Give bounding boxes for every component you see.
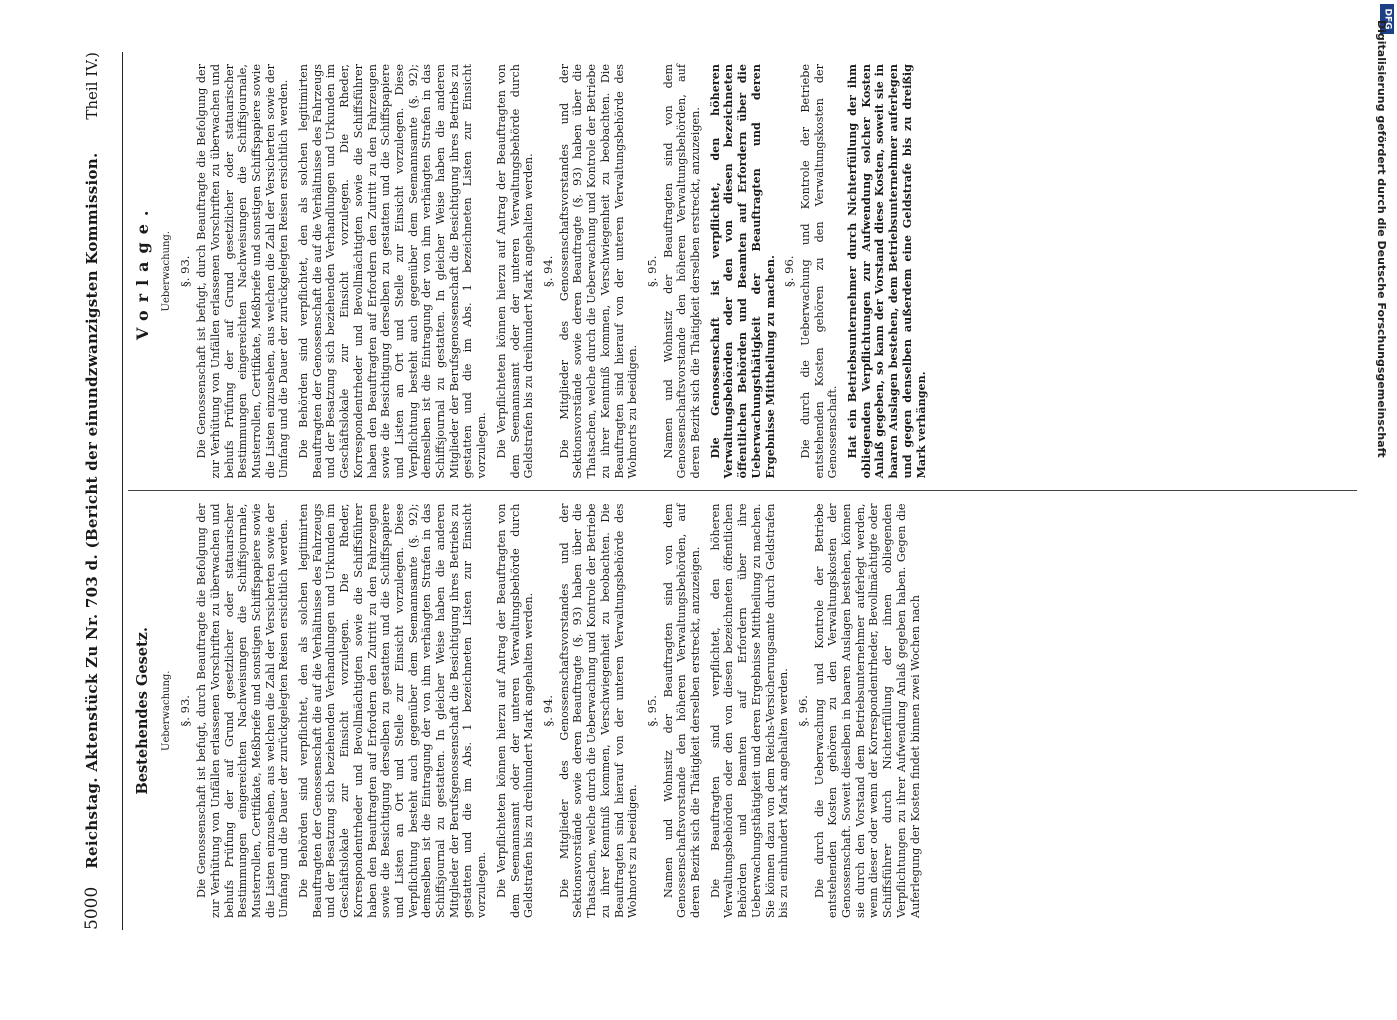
right-column bbox=[128, 52, 1357, 492]
paragraph-text: Die Mitglieder des Genossenschaftsvorstandes und der Sektionsvorstände sowie deren Beauftragte (§. 93) haben über die Thatsachen, welche durch die Ueberwachung und Kontrole der Betriebe zu ihrer Kenntniß kommen, Verschwiegenheit zu beobachten. Die Beauftragten sind hierauf von der unteren Verwaltungsbehörde des Wohnorts zu beeidigen. bbox=[557, 503, 640, 918]
paragraph-text: Die Genossenschaft ist befugt, durch Beauftragte die Befolgung der zur Verhütung von Unfällen erlassenen Vorschriften zu überwachen und behufs Prüfung der auf Grund gesetzlicher oder statuarischer Bestimmungen eingereichten Nachweisungen die Schiffsjournale, Musterrollen, Certifikate, Meßbriefe und sonstigen Schiffspapiere sowie die Listen einzusehen, aus welchen die Zahl der Versicherten sowie der Umfang und die Dauer der zurückgelegten Reisen ersichtlich werden. bbox=[195, 503, 291, 918]
paragraph-text: Namen und Wohnsitz der Beauftragten sind von dem Genossenschaftsvorstande den höheren Verwaltungsbehörden, auf deren Bezirk sich die Thätigkeit derselben erstreckt, anzuzeigen. bbox=[661, 64, 703, 479]
page-header bbox=[82, 52, 123, 930]
section-subtitle: Ueberwachung. bbox=[160, 670, 172, 751]
header-title: Reichstag. Aktenstück Zu Nr. 703 d. (Bericht der einundzwanzigsten Kommission. bbox=[83, 152, 101, 869]
right-column-heading: Vorlage. bbox=[133, 202, 152, 340]
header-part: Theil IV.) bbox=[83, 52, 101, 120]
section-subtitle: Ueberwachung. bbox=[160, 231, 172, 312]
paragraph-text-emphasis: Die Genossenschaft ist verpflichtet, den höheren Verwaltungsbehörden oder den von diesen bezeichneten öffentlichen Behörden und Beamten auf Erfordern über die Ueberwachungsthätigkeit der Beauftragten und deren Ergebnisse Mittheilung zu machen. bbox=[707, 64, 777, 479]
paragraph-text-emphasis: Hat ein Betriebsunternehmer durch Nichterfüllung der ihm obliegenden Verpflichtungen zur Aufwendung solcher Kosten Anlaß gegeben, so kann der Vorstand diese Kosten, soweit sie in baaren Auslagen bestehen, dem Betriebsunternehmer auferlegen und gegen denselben außerdem eine Geldstrafe bis zu dreißig Mark verhängen. bbox=[845, 64, 928, 479]
page-number: 5000 bbox=[82, 886, 102, 930]
paragraph-number: §. 94. bbox=[540, 255, 555, 287]
paragraph-number: §. 96. bbox=[795, 695, 810, 727]
paragraph-text: Die Mitglieder des Genossenschaftsvorstandes und der Sektionsvorstände sowie deren Beauftragte (§. 93) haben über die Thatsachen, welche durch die Ueberwachung und Kontrole der Betriebe zu ihrer Kenntniß kommen, Verschwiegenheit zu beobachten. Die Beauftragten sind hierauf von der unteren Verwaltungsbehörde des Wohnorts zu beeidigen. bbox=[557, 64, 640, 479]
paragraph-text: Die Genossenschaft ist befugt, durch Beauftragte die Befolgung der zur Verhütung von Unfällen erlassenen Vorschriften zu überwachen und behufs Prüfung der auf Grund gesetzlicher oder statuarischer Bestimmungen eingereichten Nachweisungen die Schiffsjournale, Musterrollen, Certifikate, Meßbriefe und sonstigen Schiffspapiere sowie die Listen einzusehen, aus welchen die Zahl der Versicherten sowie der Umfang und die Dauer der zurückgelegten Reisen ersichtlich werden. bbox=[195, 64, 291, 479]
paragraph-text: Die Verpflichteten können hierzu auf Antrag der Beauftragten von dem Seemannsamt oder der unteren Verwaltungsbehörde durch Geldstrafen bis zu dreihundert Mark angehalten werden. bbox=[494, 64, 536, 479]
left-column-heading: Bestehendes Gesetz. bbox=[134, 627, 151, 795]
dfg-watermark bbox=[1373, 20, 1391, 1020]
paragraph-number: §. 96. bbox=[782, 255, 797, 287]
paragraph-text: Die durch die Ueberwachung und Kontrole der Betriebe entstehenden Kosten gehören zu den Verwaltungskosten der Genossenschaft. Soweit dieselben in baaren Auslagen bestehen, können sie durch den Vorstand dem Betriebsunternehmer auferlegt werden, wenn dieser oder wenn der Korrespondentrheder, Bevollmächtigte oder Schiffsführer durch Nichterfüllung der ihnen obliegenden Verpflichtungen zu ihrer Aufwendung Anlaß gegeben haben. Gegen die Auferlegung der Kosten findet binnen zwei Wochen nach bbox=[812, 503, 922, 918]
left-column bbox=[128, 492, 1357, 931]
paragraph-text: Namen und Wohnsitz der Beauftragten sind von dem Genossenschaftsvorstande den höheren Verwaltungsbehörden, auf deren Bezirk sich die Thätigkeit derselben erstreckt, anzuzeigen. bbox=[661, 503, 703, 918]
paragraph-text: Die Verpflichteten können hierzu auf Antrag der Beauftragten von dem Seemannsamt oder der unteren Verwaltungsbehörde durch Geldstrafen bis zu dreihundert Mark angehalten werden. bbox=[494, 503, 536, 918]
paragraph-text: Die Behörden sind verpflichtet, den als solchen legitimirten Beauftragten der Genossenschaft die auf die Verhältnisse des Fahrzeugs und der Besatzung sich beziehenden Verhandlungen und Urkunden im Geschäftslokale zur Einsicht vorzulegen. Die Rheder, Korrespondentrheder und Bevollmächtigten sowie die Schiffsführer haben den Beauftragten auf Erfordern den Zutritt zu den Fahrzeugen sowie die Besichtigung derselben zu gestatten und die Schiffspapiere und Listen an Ort und Stelle zur Einsicht vorzulegen. Diese Verpflichtung besteht auch gegenüber dem Seemannsamte (§. 92); demselben ist die Eintragung der von ihm verhängten Strafen in das Schiffsjournal zu gestatten. In gleicher Weise haben die anderen Mitglieder der Berufsgenossenschaft die Besichtigung ihres Betriebs zu gestatten und die im Abs. 1 bezeichneten Listen zur Einsicht vorzulegen. bbox=[297, 64, 489, 479]
two-column-body bbox=[128, 52, 1357, 930]
paragraph-number: §. 93. bbox=[178, 255, 193, 287]
paragraph-text: Die Behörden sind verpflichtet, den als solchen legitimirten Beauftragten der Genossenschaft die auf die Verhältnisse des Fahrzeugs und der Besatzung sich beziehenden Verhandlungen und Urkunden im Geschäftslokale zur Einsicht vorzulegen. Die Rheder, Korrespondentrheder und Bevollmächtigten sowie die Schiffsführer haben den Beauftragten auf Erfordern den Zutritt zu den Fahrzeugen sowie die Besichtigung derselben zu gestatten und die Schiffspapiere und Listen an Ort und Stelle zur Einsicht vorzulegen. Diese Verpflichtung besteht auch gegenüber dem Seemannsamte (§. 92); demselben ist die Eintragung der von ihm verhängten Strafen in das Schiffsjournal zu gestatten. In gleicher Weise haben die anderen Mitglieder der Berufsgenossenschaft die Besichtigung ihres Betriebs zu gestatten und die im Abs. 1 bezeichneten Listen zur Einsicht vorzulegen. bbox=[297, 503, 489, 918]
paragraph-number: §. 95. bbox=[644, 255, 659, 287]
paragraph-number: §. 93. bbox=[178, 695, 193, 727]
paragraph-number: §. 95. bbox=[644, 695, 659, 727]
dfg-watermark-text: Digitalisierung gefördert durch die Deutsche Forschungsgemeinschaft bbox=[1375, 20, 1389, 458]
paragraph-text: Die durch die Ueberwachung und Kontrole der Betriebe entstehenden Kosten gehören zu den Verwaltungskosten der Genossenschaft. bbox=[798, 64, 840, 479]
paragraph-number: §. 94. bbox=[540, 695, 555, 727]
dfg-logo-text: DFG bbox=[1382, 8, 1393, 30]
paragraph-text: Die Beauftragten sind verpflichtet, den höheren Verwaltungsbehörden oder den von diesen bezeichneten öffentlichen Behörden und Beamten auf Erfordern über ihre Ueberwachungsthätigkeit und deren Ergebnisse Mittheilung zu machen. Sie können dazu von dem Reichs-Versicherungsamte durch Geldstrafen bis zu einhundert Mark angehalten werden. bbox=[708, 503, 791, 918]
